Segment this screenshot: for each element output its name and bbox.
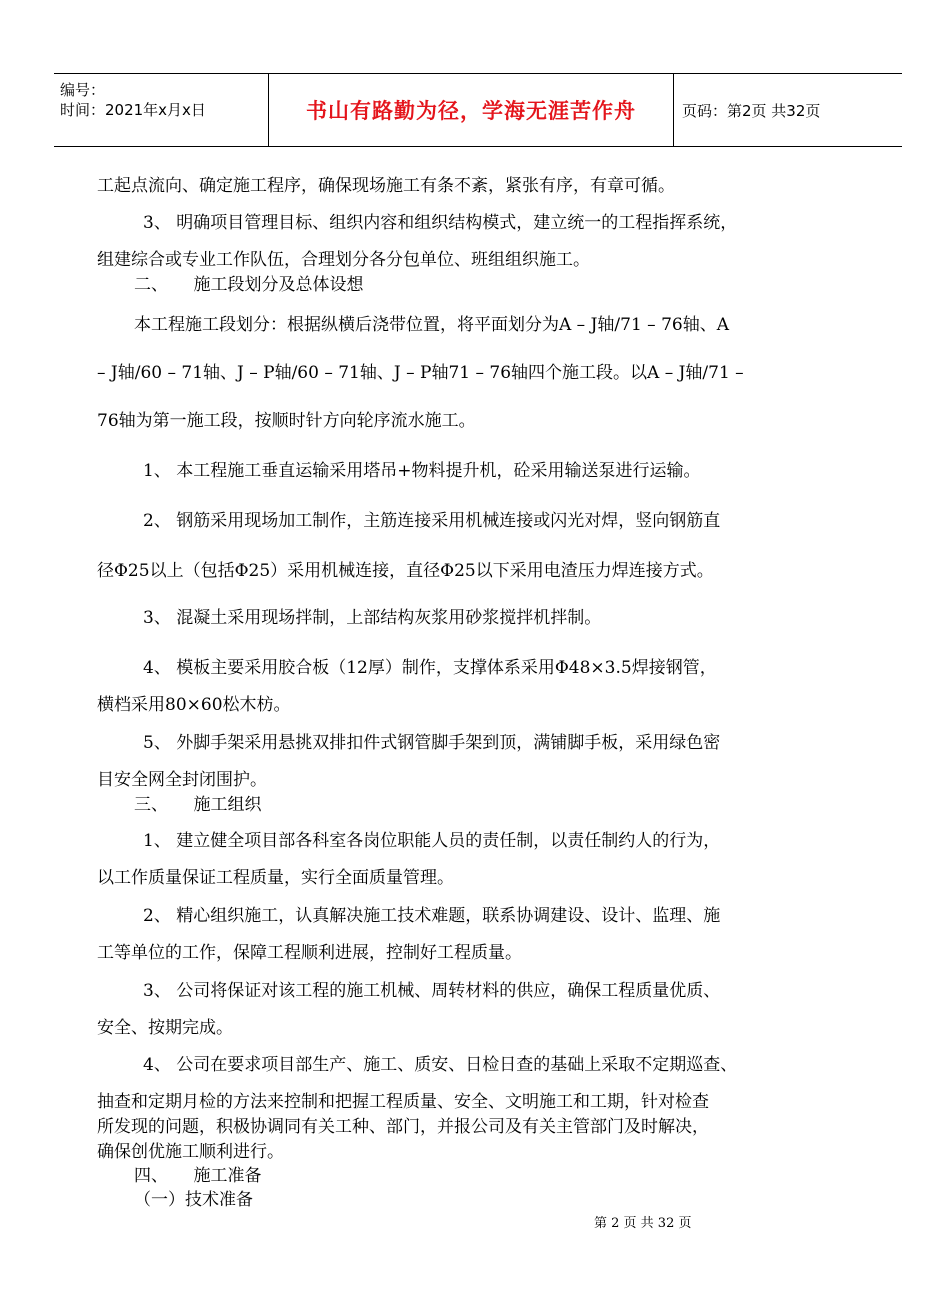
text-line: 横档采用80×60松木枋。: [97, 695, 291, 715]
section-heading: 四、 施工准备: [134, 1166, 262, 1186]
section-heading: 二、 施工段划分及总体设想: [134, 275, 364, 295]
text-line: 所发现的问题，积极协调同有关工种、部门，并报公司及有关主管部门及时解决，: [97, 1117, 709, 1137]
text-line: 76轴为第一施工段，按顺时针方向轮序流水施工。: [97, 411, 476, 431]
header-page-cell: [674, 74, 902, 146]
text-line: 抽查和定期月检的方法来控制和把握工程质量、安全、文明施工和工期，针对检查: [97, 1092, 709, 1112]
text-line: 3、 混凝土采用现场拌制，上部结构灰浆用砂浆搅拌机拌制。: [143, 608, 602, 628]
text-line: 5、 外脚手架采用悬挑双排扣件式钢管脚手架到顶，满铺脚手板，采用绿色密: [143, 733, 721, 753]
text-line: 工起点流向、确定施工程序，确保现场施工有条不紊，紧张有序，有章可循。: [97, 176, 675, 196]
text-line: 3、 公司将保证对该工程的施工机械、周转材料的供应，确保工程质量优质、: [143, 981, 721, 1001]
number-label: 编号：: [60, 81, 106, 99]
text-line: 2、 钢筋采用现场加工制作，主筋连接采用机械连接或闪光对焊，竖向钢筋直: [143, 511, 721, 531]
text-line: 3、 明确项目管理目标、组织内容和组织结构模式，建立统一的工程指挥系统，: [143, 213, 738, 233]
text-line: 工等单位的工作，保障工程顺利进展，控制好工程质量。: [97, 943, 522, 963]
motto: 书山有路勤为径，学海无涯苦作舟: [306, 99, 636, 123]
text-line: 4、 公司在要求项目部生产、施工、质安、日检日查的基础上采取不定期巡查、: [143, 1055, 738, 1075]
page-footer: 第 2 页 共 32 页: [594, 1216, 692, 1231]
text-line: 2、 精心组织施工，认真解决施工技术难题，联系协调建设、设计、监理、施: [143, 906, 721, 926]
text-line: 确保创优施工顺利进行。: [97, 1142, 284, 1162]
time-label: 时间：2021年x月x日: [60, 101, 206, 119]
subsection-heading: （一）技术准备: [134, 1190, 253, 1210]
text-line: 径Φ25以上（包括Φ25）采用机械连接，直径Φ25以下采用电渣压力焊连接方式。: [97, 561, 714, 581]
text-line: 安全、按期完成。: [97, 1018, 233, 1038]
text-line: 本工程施工段划分：根据纵横后浇带位置，将平面划分为A – J轴/71 – 76轴、A: [134, 315, 729, 335]
header-info-cell: [54, 74, 269, 146]
text-line: 组建综合或专业工作队伍，合理划分各分包单位、班组组织施工。: [97, 250, 590, 270]
text-line: – J轴/60 – 71轴、J – P轴/60 – 71轴、J – P轴71 – 76轴四个施工段。以A – J轴/71 –: [97, 363, 744, 383]
page-label: 页码：第2页 共32页: [682, 101, 821, 120]
text-line: 1、 建立健全项目部各科室各岗位职能人员的责任制，以责任制约人的行为，: [143, 831, 721, 851]
text-line: 1、 本工程施工垂直运输采用塔吊+物料提升机，砼采用输送泵进行运输。: [143, 461, 701, 481]
text-line: 目安全网全封闭围护。: [97, 770, 267, 790]
page-header: [54, 73, 902, 147]
header-motto-cell: [269, 74, 674, 146]
section-heading: 三、 施工组织: [134, 795, 262, 815]
text-line: 以工作质量保证工程质量，实行全面质量管理。: [97, 868, 454, 888]
text-line: 4、 模板主要采用胶合板（12厚）制作，支撑体系采用Φ48×3.5焊接钢管，: [143, 658, 717, 678]
